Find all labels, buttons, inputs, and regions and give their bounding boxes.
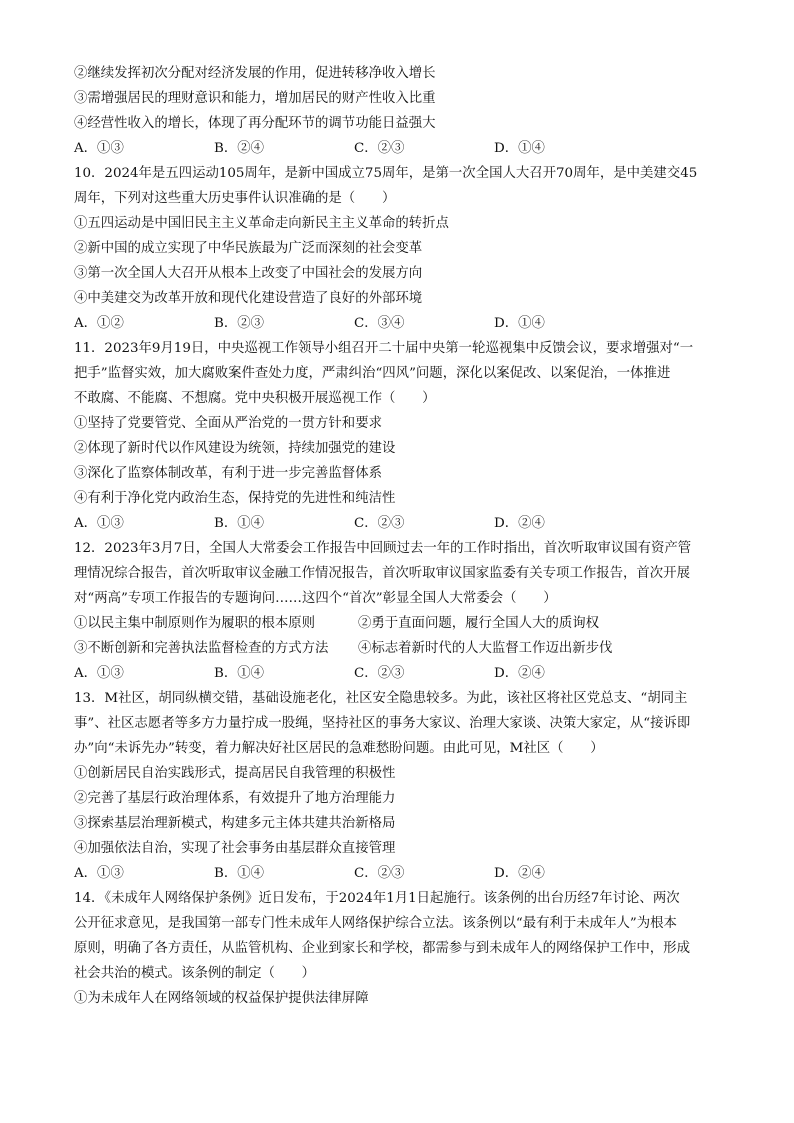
q13-item-4: ④加强依法自治，实现了社会事务由基层群众直接管理 [74, 841, 396, 856]
q11-item-3: ③深化了监察体制改革，有利于进一步完善监督体系 [74, 466, 382, 481]
q12-item-2: ②勇于直面问题，履行全国人大的质询权 [358, 616, 600, 631]
q13-item-1: ①创新居民自治实践形式，提高居民自我管理的积极性 [74, 766, 396, 781]
q10-item-4: ④中美建交为改革开放和现代化建设营造了良好的外部环境 [74, 291, 423, 306]
q13-option-b[interactable]: B．①④ [214, 866, 265, 881]
q12-stem-line-2: 理情况综合报告，首次听取审议金融工作情况报告，首次听取审议国家监委有关专项工作报告，首次开展 [74, 566, 690, 581]
q10-option-b[interactable]: B．②③ [214, 316, 265, 331]
q9-item-2: ②继续发挥初次分配对经济发展的作用，促进转移净收入增长 [74, 66, 436, 81]
q12-option-c[interactable]: C．②③ [354, 666, 405, 681]
q11-item-2: ②体现了新时代以作风建设为统领，持续加强党的建设 [74, 441, 396, 456]
q9-option-d[interactable]: D．①④ [494, 141, 545, 156]
q9-option-b[interactable]: B．②④ [214, 141, 265, 156]
q10-option-a[interactable]: A．①② [74, 316, 124, 331]
q11-option-d[interactable]: D．②④ [494, 516, 545, 531]
q12-option-d[interactable]: D．②④ [494, 666, 545, 681]
q10-item-2: ②新中国的成立实现了中华民族最为广泛而深刻的社会变革 [74, 241, 423, 256]
q10-item-3: ③第一次全国人大召开从根本上改变了中国社会的发展方向 [74, 266, 423, 281]
q13-option-a[interactable]: A．①③ [74, 866, 124, 881]
q12-option-b[interactable]: B．①④ [214, 666, 265, 681]
q10-item-1: ①五四运动是中国旧民主主义革命走向新民主主义革命的转折点 [74, 216, 449, 231]
q10-option-c[interactable]: C．③④ [354, 316, 405, 331]
q12-item-1: ①以民主集中制原则作为履职的根本原则 [74, 616, 316, 631]
q14-stem-line-4: 社会共治的模式。该条例的制定（ ） [74, 966, 316, 981]
q13-option-c[interactable]: C．②③ [354, 866, 405, 881]
q14-stem-line-3: 原则，明确了各方责任，从监管机构、企业到家长和学校，都需参与到未成年人的网络保护工作中，形成 [74, 941, 690, 956]
q10-option-d[interactable]: D．①④ [494, 316, 545, 331]
q10-stem-line-1: 10．2024年是五四运动105周年，是新中国成立75周年，是第一次全国人大召开70周年，是中美建交45 [74, 166, 698, 181]
q9-option-c[interactable]: C．②③ [354, 141, 405, 156]
q13-stem-line-2: 事”、社区志愿者等多方力量拧成一股绳，坚持社区的事务大家议、治理大家谈、决策大家定，从“接诉即 [74, 716, 691, 731]
q9-option-a[interactable]: A．①③ [74, 141, 124, 156]
q14-stem-line-2: 公开征求意见，是我国第一部专门性未成年人网络保护综合立法。该条例以“最有利于未成年人”为根本 [74, 916, 677, 931]
q9-item-4: ④经营性收入的增长，体现了再分配环节的调节功能日益强大 [74, 116, 436, 131]
q14-item-1: ①为未成年人在网络领域的权益保护提供法律屏障 [74, 991, 369, 1006]
q12-item-3: ③不断创新和完善执法监督检查的方式方法 [74, 641, 329, 656]
q13-stem-line-1: 13．M社区，胡同纵横交错，基础设施老化，社区安全隐患较多。为此，该社区将社区党总支、“胡同主 [74, 691, 688, 706]
q12-option-a[interactable]: A．①③ [74, 666, 124, 681]
q10-stem-line-2: 周年，下列对这些重大历史事件认识准确的是（ ） [74, 191, 396, 206]
q11-item-4: ④有利于净化党内政治生态，保持党的先进性和纯洁性 [74, 491, 396, 506]
q11-option-a[interactable]: A．①③ [74, 516, 124, 531]
q13-item-3: ③探索基层治理新模式，构建多元主体共建共治新格局 [74, 816, 396, 831]
q11-stem-line-3: 不敢腐、不能腐、不想腐。党中央积极开展巡视工作（ ） [74, 391, 436, 406]
q12-item-4: ④标志着新时代的人大监督工作迈出新步伐 [358, 641, 613, 656]
q13-item-2: ②完善了基层行政治理体系，有效提升了地方治理能力 [74, 791, 396, 806]
q12-stem-line-1: 12．2023年3月7日，全国人大常委会工作报告中回顾过去一年的工作时指出，首次听取审议国有资产管 [74, 541, 692, 556]
q11-stem-line-1: 11．2023年9月19日，中央巡视工作领导小组召开二十届中央第一轮巡视集中反馈会议，要求增强对“一 [74, 341, 694, 356]
q11-stem-line-2: 把手”监督实效，加大腐败案件查处力度，严肃纠治“四风”问题，深化以案促改、以案促治，一体推进 [74, 366, 671, 381]
q13-option-d[interactable]: D．②④ [494, 866, 545, 881]
q12-stem-line-3: 对“两高”专项工作报告的专题询问……这四个“首次”彰显全国人大常委会（ ） [74, 591, 557, 606]
q11-item-1: ①坚持了党要管党、全面从严治党的一贯方针和要求 [74, 416, 382, 431]
q11-option-c[interactable]: C．②③ [354, 516, 405, 531]
q11-option-b[interactable]: B．①④ [214, 516, 265, 531]
q13-stem-line-3: 办”向“未诉先办”转变，着力解决好社区居民的急难愁盼问题。由此可见，M社区（ ） [74, 741, 604, 756]
q14-stem-line-1: 14．《未成年人网络保护条例》近日发布，于2024年1月1日起施行。该条例的出台历经7年讨论、两次 [74, 891, 680, 906]
q9-item-3: ③需增强居民的理财意识和能力，增加居民的财产性收入比重 [74, 91, 436, 106]
